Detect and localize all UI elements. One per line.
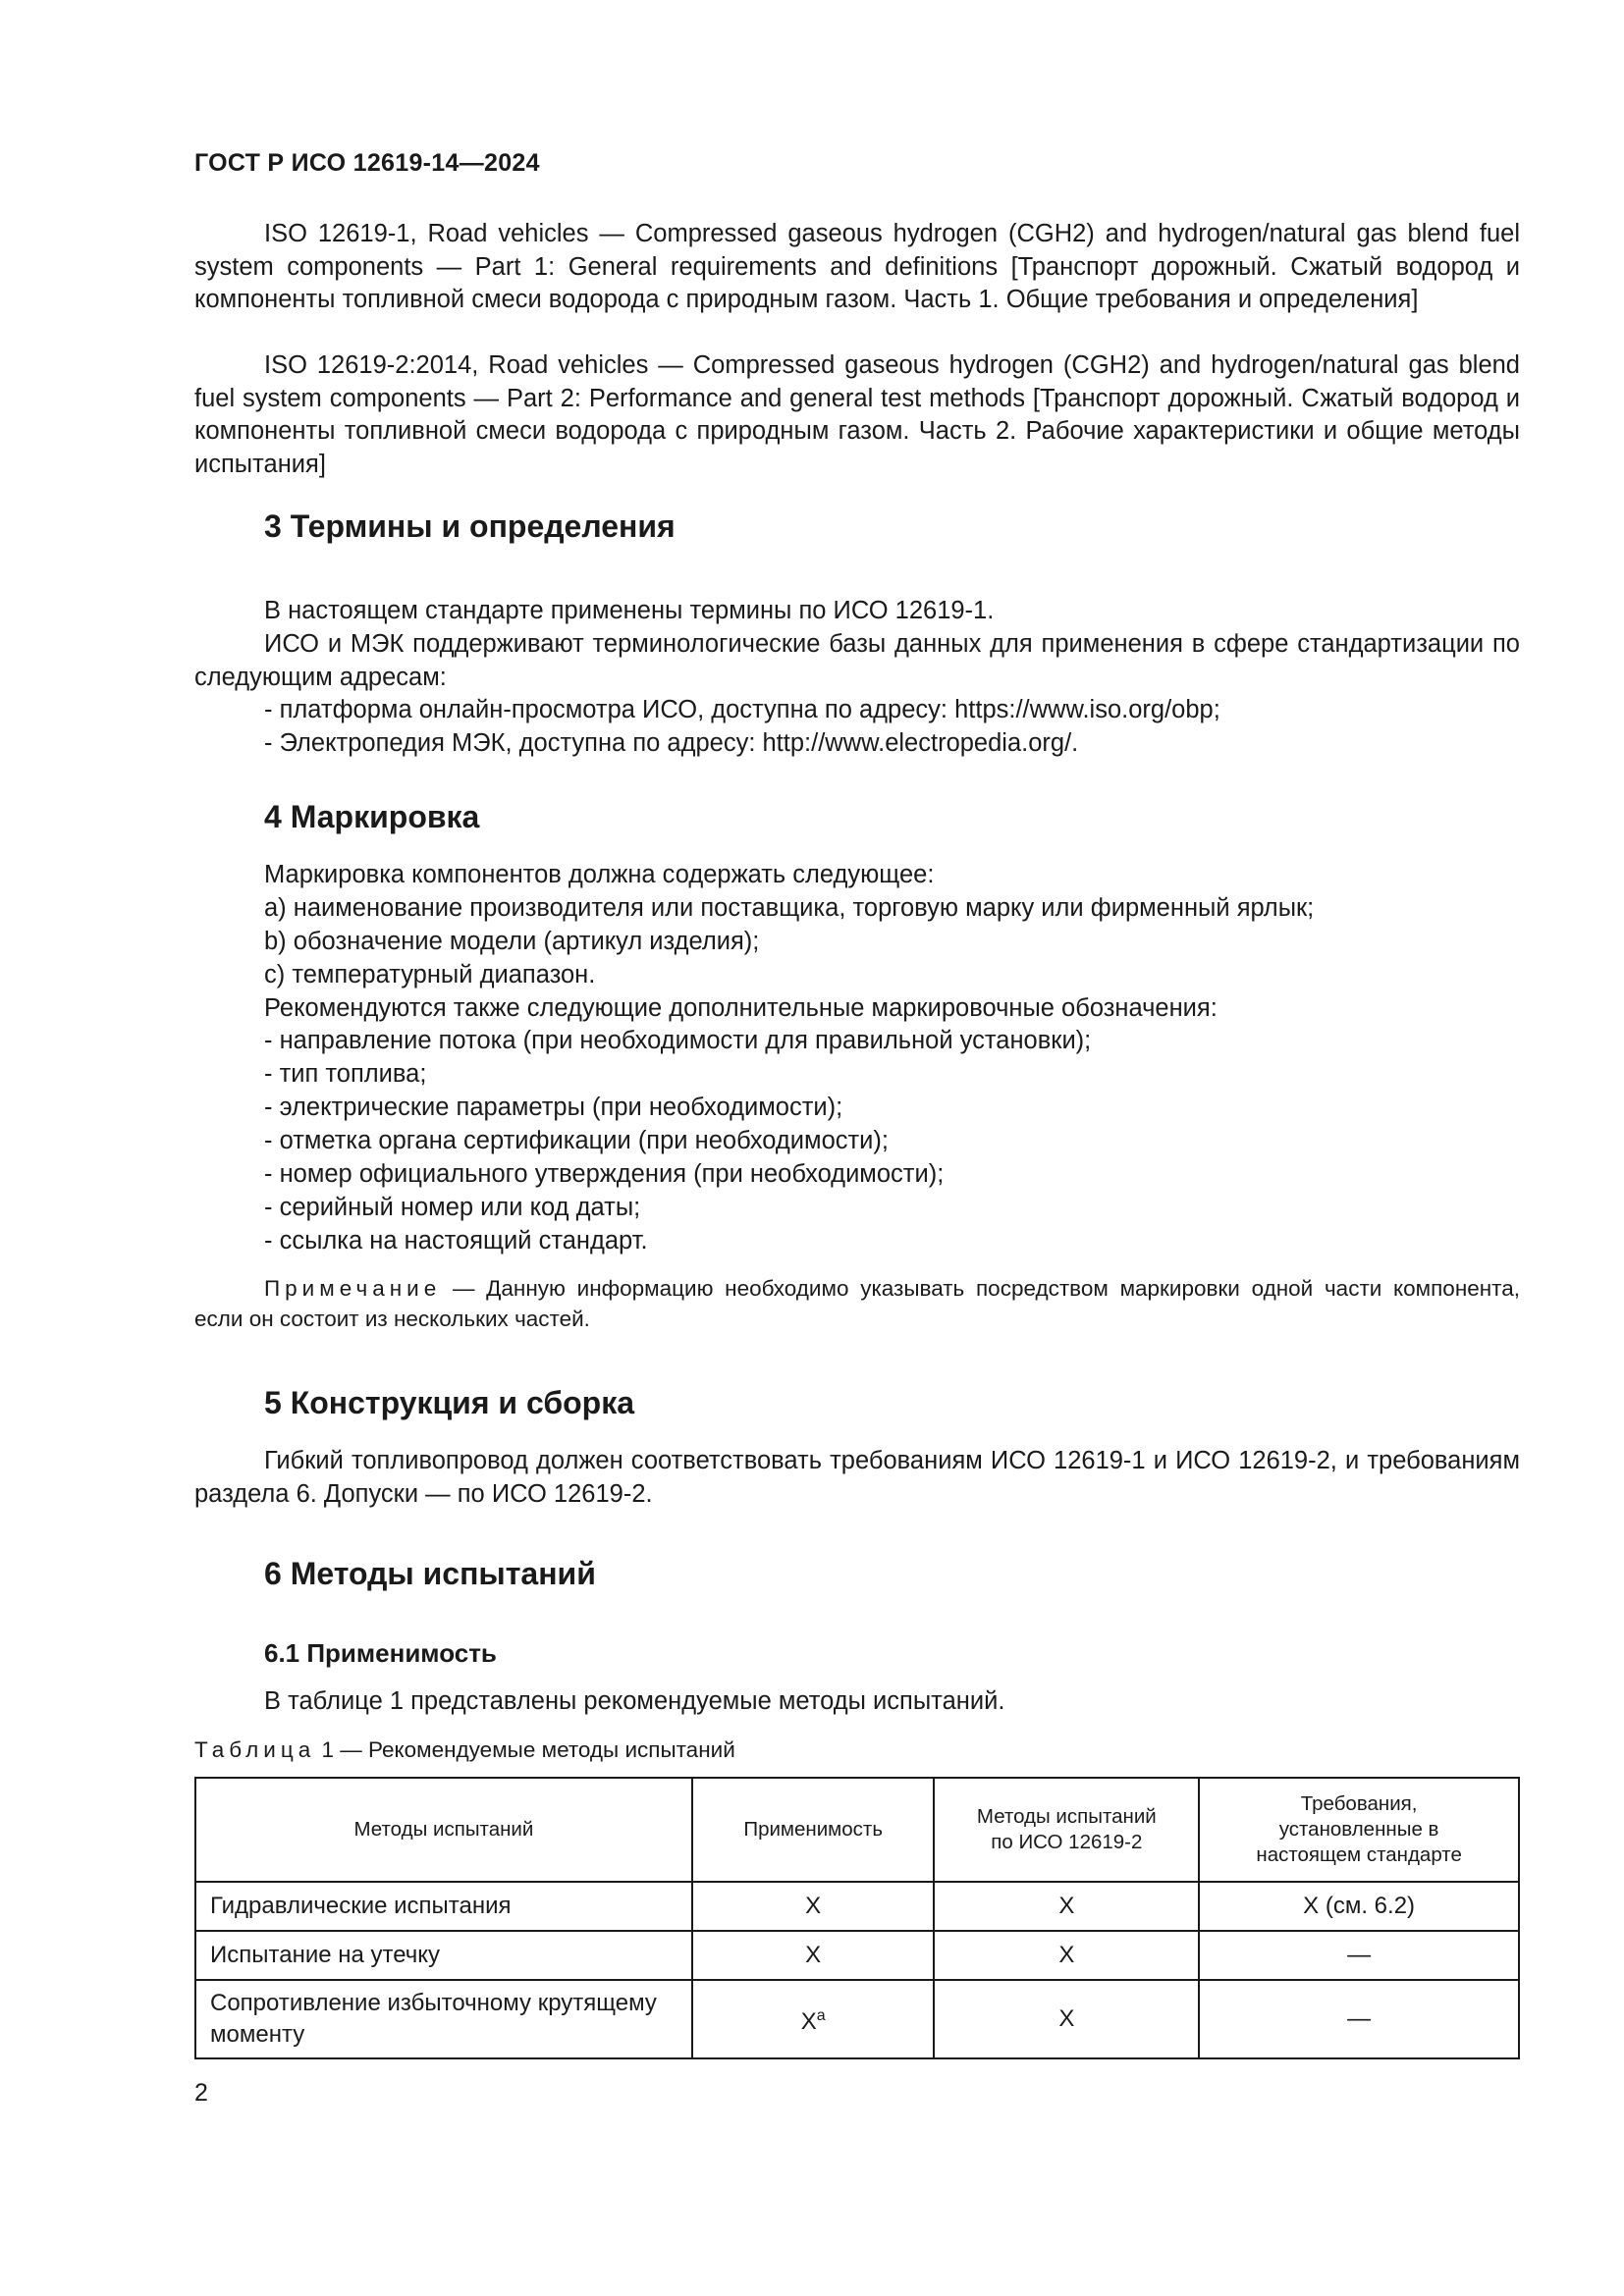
cell-method: Сопротивление избыточному крутящему моменту: [195, 1980, 692, 2058]
list-item: - платформа онлайн-просмотра ИСО, доступна по адресу: https://www.iso.org/obp;: [264, 696, 1220, 723]
list-item: - тип топлива;: [264, 1060, 427, 1088]
cell-method: Гидравлические испытания: [195, 1882, 692, 1931]
section-6-heading: 6 Методы испытаний: [264, 1556, 596, 1591]
cell-applicability: X: [692, 1931, 935, 1980]
footnote-marker: a: [816, 2007, 826, 2024]
column-header-iso-methods: [934, 1778, 1199, 1882]
cell-requirement: —: [1199, 1980, 1519, 2058]
cell-applicability: X: [692, 1882, 935, 1931]
page-number: 2: [194, 2079, 208, 2107]
section-6-1-paragraph: В таблице 1 представлены рекомендуемые методы испытаний.: [264, 1687, 1005, 1715]
table-header-row: [195, 1778, 1519, 1882]
section-3-heading: 3 Термины и определения: [264, 508, 676, 544]
reference-iso-12619-2: ISO 12619-2:2014, Road vehicles — Compressed gaseous hydrogen (CGH2) and hydrogen/natural gas blend fuel system components — Part 2: Performance and general test methods [Транспорт дорожный. Сжатый водород и компоненты топливной смеси водорода с природным газом. Часть 2. Рабочие характеристики и общие методы испытания]: [194, 351, 1520, 478]
table-row: [195, 1980, 1519, 2058]
list-item: - Электропедия МЭК, доступна по адресу: http://www.electropedia.org/.: [264, 729, 1079, 757]
section-4-intro-2: Рекомендуются также следующие дополнительные маркировочные обозначения:: [264, 994, 1218, 1022]
cell-requirement: —: [1199, 1931, 1519, 1980]
column-header-iso-methods-text: Методы испытаний по ИСО 12619-2: [976, 1805, 1157, 1853]
table-row: [195, 1931, 1519, 1980]
section-4-heading: 4 Маркировка: [264, 799, 480, 834]
table-caption: [194, 1737, 735, 1763]
list-item: a) наименование производителя или поставщика, торговую марку или фирменный ярлык;: [264, 894, 1315, 922]
list-item: - электрические параметры (при необходимости);: [264, 1094, 843, 1121]
list-item: c) температурный диапазон.: [264, 961, 596, 988]
table-row: [195, 1882, 1519, 1931]
list-item: - номер официального утверждения (при необходимости);: [264, 1160, 945, 1188]
note: [194, 1273, 1520, 1334]
list-item: b) обозначение модели (артикул изделия);: [264, 928, 760, 955]
document-header: ГОСТ Р ИСО 12619-14—2024: [194, 149, 540, 177]
list-item: - ссылка на настоящий стандарт.: [264, 1227, 648, 1255]
column-header-methods: Методы испытаний: [195, 1778, 692, 1882]
cell-applicability: [692, 1980, 935, 2058]
cell-iso-method: X: [934, 1931, 1199, 1980]
section-3-paragraph: ИСО и МЭК поддерживают терминологические базы данных для применения в сфере стандартизации по следующим адресам:: [194, 630, 1520, 691]
reference-iso-12619-1: ISO 12619-1, Road vehicles — Compressed gaseous hydrogen (CGH2) and hydrogen/natural gas blend fuel system components — Part 1: General requirements and definitions [Транспорт дорожный. Сжатый водород и компоненты топливной смеси водорода с природным газом. Часть 1. Общие требования и определения]: [194, 220, 1520, 313]
cell-iso-method: X: [934, 1980, 1199, 2058]
section-5-heading: 5 Конструкция и сборка: [264, 1385, 635, 1420]
cell-method: Испытание на утечку: [195, 1931, 692, 1980]
column-header-applicability: Применимость: [692, 1778, 935, 1882]
note-text: — Данную информацию необходимо указывать посредством маркировки одной части компонента, если он состоит из нескольких частей.: [194, 1276, 1520, 1331]
section-3-paragraph: В настоящем стандарте применены термины по ИСО 12619-1.: [264, 597, 995, 624]
list-item: - направление потока (при необходимости для правильной установки);: [264, 1027, 1092, 1054]
list-item: - серийный номер или код даты;: [264, 1194, 641, 1221]
column-header-requirements: [1199, 1778, 1519, 1882]
subsection-6-1-heading: 6.1 Применимость: [264, 1638, 497, 1668]
cell-iso-method: X: [934, 1882, 1199, 1931]
section-4-intro: Маркировка компонентов должна содержать следующее:: [264, 861, 935, 888]
note-label: Примечание: [264, 1276, 442, 1301]
column-header-requirements-text: Требования, установленные в настоящем стандарте: [1256, 1792, 1462, 1866]
cell-applicability-value: X: [800, 2008, 817, 2035]
table-caption-text: 1 — Рекомендуемые методы испытаний: [315, 1737, 735, 1762]
cell-requirement: X (см. 6.2): [1199, 1882, 1519, 1931]
table-caption-label: Таблица: [194, 1737, 316, 1762]
test-methods-table: [194, 1777, 1520, 2059]
section-5-paragraph: Гибкий топливопровод должен соответствовать требованиям ИСО 12619-1 и ИСО 12619-2, и требованиям раздела 6. Допуски — по ИСО 12619-2.: [194, 1447, 1520, 1508]
list-item: - отметка органа сертификации (при необходимости);: [264, 1127, 890, 1154]
